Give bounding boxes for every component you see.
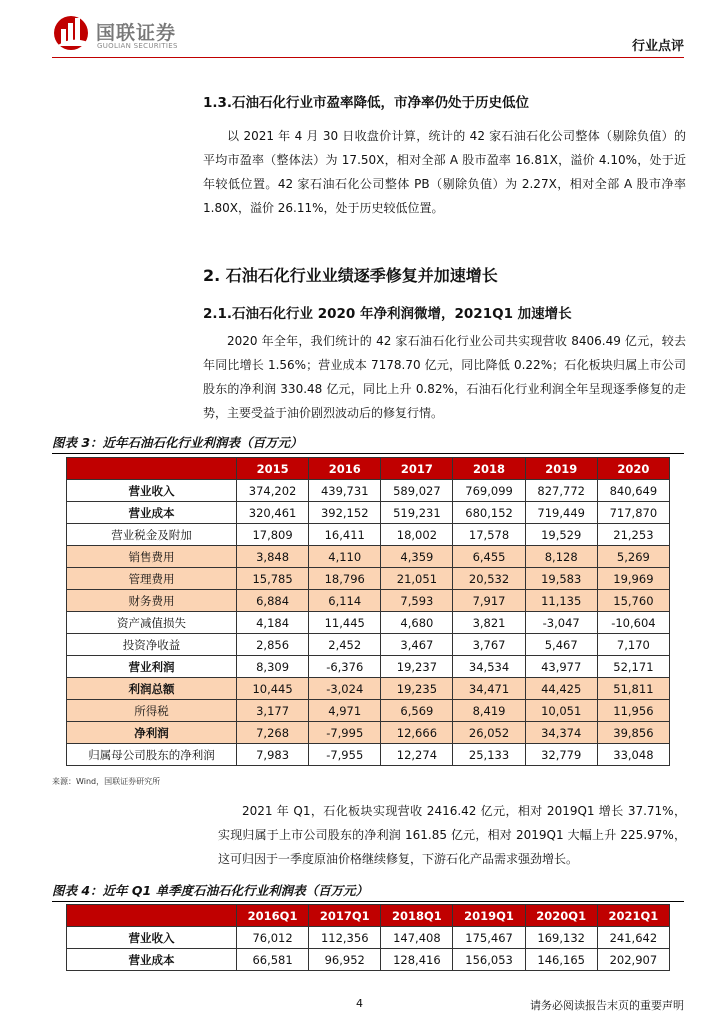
table-row [67,546,670,568]
table-cell: 6,884 [237,590,309,612]
table-cell: 156,053 [453,949,525,971]
table-cell: 439,731 [309,480,381,502]
table-cell: 7,593 [381,590,453,612]
table-cell: 147,408 [381,927,453,949]
table-cell: 8,128 [525,546,597,568]
table-cell: 112,356 [309,927,381,949]
table-cell: 202,907 [597,949,669,971]
table-cell: 34,374 [525,722,597,744]
table-cell: -10,604 [597,612,669,634]
profit-table-q1 [66,904,670,971]
table-cell: 8,419 [453,700,525,722]
table-cell: 2,452 [309,634,381,656]
row-label: 管理费用 [67,568,237,590]
header-cell: 2017Q1 [309,905,381,927]
q1-paragraph: 2021 年 Q1，石化板块实现营收 2416.42 亿元，相对 2019Q1 增长 37.71%，实现归属于上市公司股东的净利润 161.85 亿元，相对 2019Q1 大幅上升 225.97%，这可归因于一季度原油价格继续修复，下游石化产品需求强劲增长。 [218,804,686,866]
table-cell: -7,995 [309,722,381,744]
table-cell: 25,133 [453,744,525,766]
table-cell: 19,969 [597,568,669,590]
table-row [67,568,670,590]
header-cell [67,905,237,927]
table-cell: 7,268 [237,722,309,744]
table-cell: 21,253 [597,524,669,546]
table-cell: 17,809 [237,524,309,546]
table-row [67,744,670,766]
row-label: 财务费用 [67,590,237,612]
table-cell: 8,309 [237,656,309,678]
table-cell: 19,235 [381,678,453,700]
table-cell: 519,231 [381,502,453,524]
row-label: 营业税金及附加 [67,524,237,546]
table-row [67,502,670,524]
table-row [67,524,670,546]
table-cell: 51,811 [597,678,669,700]
table-cell: 2,856 [237,634,309,656]
table-cell: 392,152 [309,502,381,524]
table-cell: 4,680 [381,612,453,634]
table-cell: 43,977 [525,656,597,678]
row-label: 归属母公司股东的净利润 [67,744,237,766]
table-3-source: 来源：Wind，国联证券研究所 [52,777,161,786]
logo-mark-icon [52,12,92,52]
table-cell: 769,099 [453,480,525,502]
table-cell: -3,024 [309,678,381,700]
table-cell: 19,237 [381,656,453,678]
logo-text-en: GUOLIAN SECURITIES [97,42,178,50]
table-cell: 717,870 [597,502,669,524]
disclaimer-note: 请务必阅读报告末页的重要声明 [530,999,684,1012]
table-cell: 19,583 [525,568,597,590]
header-cell: 2016 [309,458,381,480]
page-number: 4 [356,997,363,1010]
table-header-row [67,905,670,927]
row-label: 营业收入 [67,927,237,949]
table-cell: 6,455 [453,546,525,568]
table-cell: 5,467 [525,634,597,656]
table-cell: 3,467 [381,634,453,656]
table-cell: 12,274 [381,744,453,766]
table-cell: 6,569 [381,700,453,722]
table-cell: 10,445 [237,678,309,700]
table-cell: 39,856 [597,722,669,744]
table-cell: 18,002 [381,524,453,546]
table-header-row [67,458,670,480]
table-cell: 32,779 [525,744,597,766]
table-row [67,634,670,656]
profit-table-annual [66,457,670,766]
table-cell: 34,471 [453,678,525,700]
table-cell: 6,114 [309,590,381,612]
table-3-caption: 图表 3：近年石油石化行业利润表（百万元） [52,433,684,454]
table-row [67,612,670,634]
table-cell: 17,578 [453,524,525,546]
row-label: 营业成本 [67,502,237,524]
table-cell: 7,983 [237,744,309,766]
table-cell: 4,971 [309,700,381,722]
table-cell: 3,821 [453,612,525,634]
table-cell: 840,649 [597,480,669,502]
header-cell: 2017 [381,458,453,480]
table-cell: 52,171 [597,656,669,678]
row-label: 利润总额 [67,678,237,700]
table-cell: 16,411 [309,524,381,546]
header-cell: 2020 [597,458,669,480]
table-cell: 374,202 [237,480,309,502]
header-cell: 2020Q1 [525,905,597,927]
table-cell: 20,532 [453,568,525,590]
table-cell: -6,376 [309,656,381,678]
table-row [67,656,670,678]
header-cell: 2021Q1 [597,905,669,927]
row-label: 销售费用 [67,546,237,568]
header-cell: 2019Q1 [453,905,525,927]
table-cell: 128,416 [381,949,453,971]
table-cell: -7,955 [309,744,381,766]
table-cell: 7,917 [453,590,525,612]
row-label: 净利润 [67,722,237,744]
table-cell: 827,772 [525,480,597,502]
table-cell: 320,461 [237,502,309,524]
table-cell: 19,529 [525,524,597,546]
company-logo [52,12,212,54]
table-row [67,678,670,700]
table-cell: 10,051 [525,700,597,722]
table-cell: 146,165 [525,949,597,971]
table-cell: 11,956 [597,700,669,722]
table-cell: 26,052 [453,722,525,744]
header-cell: 2018Q1 [381,905,453,927]
table-cell: 12,666 [381,722,453,744]
table-cell: 11,445 [309,612,381,634]
section-1-3-paragraph: 以 2021 年 4 月 30 日收盘价计算，统计的 42 家石油石化公司整体（剔除负值）的平均市盈率（整体法）为 17.50X，相对全部 A 股市盈率 16.81X，溢价 4.10%，处于近年较低位置。42 家石油石化公司整体 PB（剔除负值）为 2.27X，相对全部 A 股市净率 1.80X，溢价 26.11%，处于历史较低位置。 [203,129,686,215]
section-1-3-title: 1.3.石油石化行业市盈率降低，市净率仍处于历史低位 [203,95,530,111]
table-cell: 3,177 [237,700,309,722]
table-cell: 11,135 [525,590,597,612]
table-cell: 76,012 [237,927,309,949]
page-header [52,12,684,58]
row-label: 资产减值损失 [67,612,237,634]
table-cell: 21,051 [381,568,453,590]
table-cell: 719,449 [525,502,597,524]
section-2-title: 2. 石油石化行业业绩逐季修复并加速增长 [203,266,498,285]
header-cell [67,458,237,480]
table-cell: 34,534 [453,656,525,678]
row-label: 营业成本 [67,949,237,971]
table-cell: 96,952 [309,949,381,971]
table-cell: 18,796 [309,568,381,590]
table-cell: 680,152 [453,502,525,524]
row-label: 营业利润 [67,656,237,678]
table-4-caption: 图表 4：近年 Q1 单季度石油石化行业利润表（百万元） [52,881,684,902]
table-cell: 33,048 [597,744,669,766]
table-row [67,927,670,949]
section-2-1-title: 2.1.石油石化行业 2020 年净利润微增，2021Q1 加速增长 [203,306,572,322]
logo-text-cn: 国联证券 [96,22,177,44]
row-label: 营业收入 [67,480,237,502]
table-cell: 15,760 [597,590,669,612]
table-row [67,590,670,612]
table-cell: 15,785 [237,568,309,590]
table-cell: 241,642 [597,927,669,949]
section-2-1-paragraph: 2020 年全年，我们统计的 42 家石油石化行业公司共实现营收 8406.49 亿元，较去年同比增长 1.56%；营业成本 7178.70 亿元，同比降低 0.22%；石化板块归属上市公司股东的净利润 330.48 亿元，同比上升 0.82%，石油石化行业利润全年呈现逐季修复的走势，主要受益于油价剧烈波动后的修复行情。 [203,334,686,420]
report-type: 行业点评 [631,39,684,54]
table-row [67,722,670,744]
header-cell: 2018 [453,458,525,480]
header-cell: 2015 [237,458,309,480]
table-cell: 169,132 [525,927,597,949]
table-cell: 3,767 [453,634,525,656]
row-label: 所得税 [67,700,237,722]
table-cell: 4,110 [309,546,381,568]
header-cell: 2019 [525,458,597,480]
row-label: 投资净收益 [67,634,237,656]
table-cell: 589,027 [381,480,453,502]
header-cell: 2016Q1 [237,905,309,927]
table-row [67,700,670,722]
table-row [67,480,670,502]
table-cell: 5,269 [597,546,669,568]
table-cell: 175,467 [453,927,525,949]
table-cell: 44,425 [525,678,597,700]
table-cell: 3,848 [237,546,309,568]
table-cell: -3,047 [525,612,597,634]
table-cell: 7,170 [597,634,669,656]
table-row [67,949,670,971]
table-cell: 66,581 [237,949,309,971]
table-cell: 4,359 [381,546,453,568]
table-cell: 4,184 [237,612,309,634]
